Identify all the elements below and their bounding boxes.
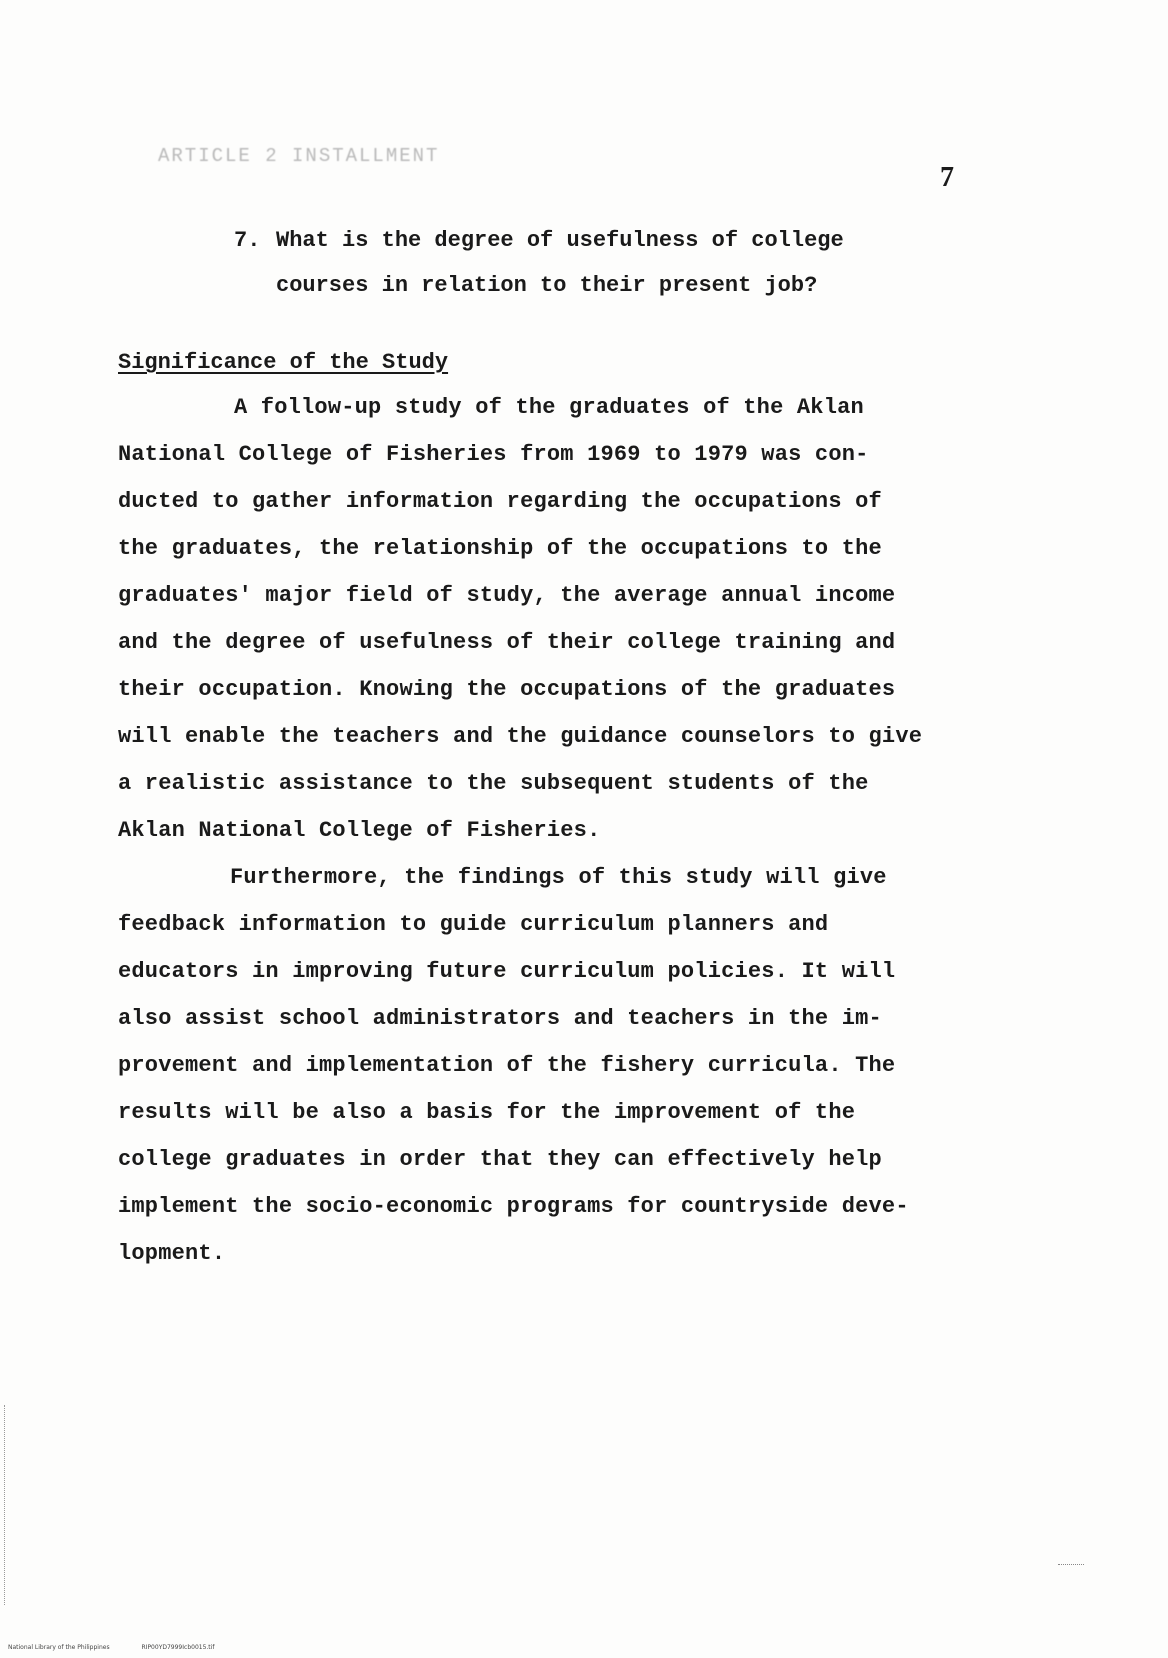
paragraph-line: a realistic assistance to the subsequent students of the [118, 771, 869, 796]
scan-footer [8, 1644, 244, 1651]
paragraph-line: results will be also a basis for the improvement of the [118, 1100, 856, 1125]
paragraph-line: implement the socio-economic programs for countryside deve- [118, 1194, 909, 1219]
footer-file-id: RIP00YD7999Icb0015.tif [141, 1644, 215, 1651]
paragraph-line: their occupation. Knowing the occupations of the graduates [118, 677, 896, 702]
paragraph-line: Aklan National College of Fisheries. [118, 818, 601, 843]
paragraph-line: National College of Fisheries from 1969 to 1979 was con- [118, 442, 869, 467]
paragraph-line: also assist school administrators and teachers in the im- [118, 1006, 882, 1031]
scan-edge-marks [4, 1405, 8, 1605]
paragraph-line: and the degree of usefulness of their college training and [118, 630, 896, 655]
paragraph-line: Furthermore, the findings of this study will give [230, 865, 887, 890]
paragraph-line: college graduates in order that they can effectively help [118, 1147, 882, 1172]
question-number: 7. [234, 228, 261, 253]
faded-stamp: ARTICLE 2 INSTALLMENT [158, 145, 440, 167]
paragraph-line: educators in improving future curriculum policies. It will [118, 959, 896, 984]
footer-library-name: National Library of the Philippines [8, 1644, 110, 1651]
paragraph-line: graduates' major field of study, the average annual income [118, 583, 896, 608]
scan-corner-marks [1058, 1558, 1084, 1565]
page-number: 7 [940, 162, 954, 193]
question-line-2: courses in relation to their present job? [276, 273, 818, 298]
paragraph-line: the graduates, the relationship of the occupations to the [118, 536, 882, 561]
paragraph-line: lopment. [118, 1241, 226, 1266]
paragraph-line: will enable the teachers and the guidance counselors to give [118, 724, 923, 749]
question-line-1: What is the degree of usefulness of college [276, 228, 844, 253]
section-heading: Significance of the Study [118, 350, 449, 375]
paragraph-line: ducted to gather information regarding the occupations of [118, 489, 882, 514]
paragraph-line: feedback information to guide curriculum planners and [118, 912, 829, 937]
paragraph-line: provement and implementation of the fishery curricula. The [118, 1053, 896, 1078]
paragraph-line: A follow-up study of the graduates of the Aklan [234, 395, 864, 420]
